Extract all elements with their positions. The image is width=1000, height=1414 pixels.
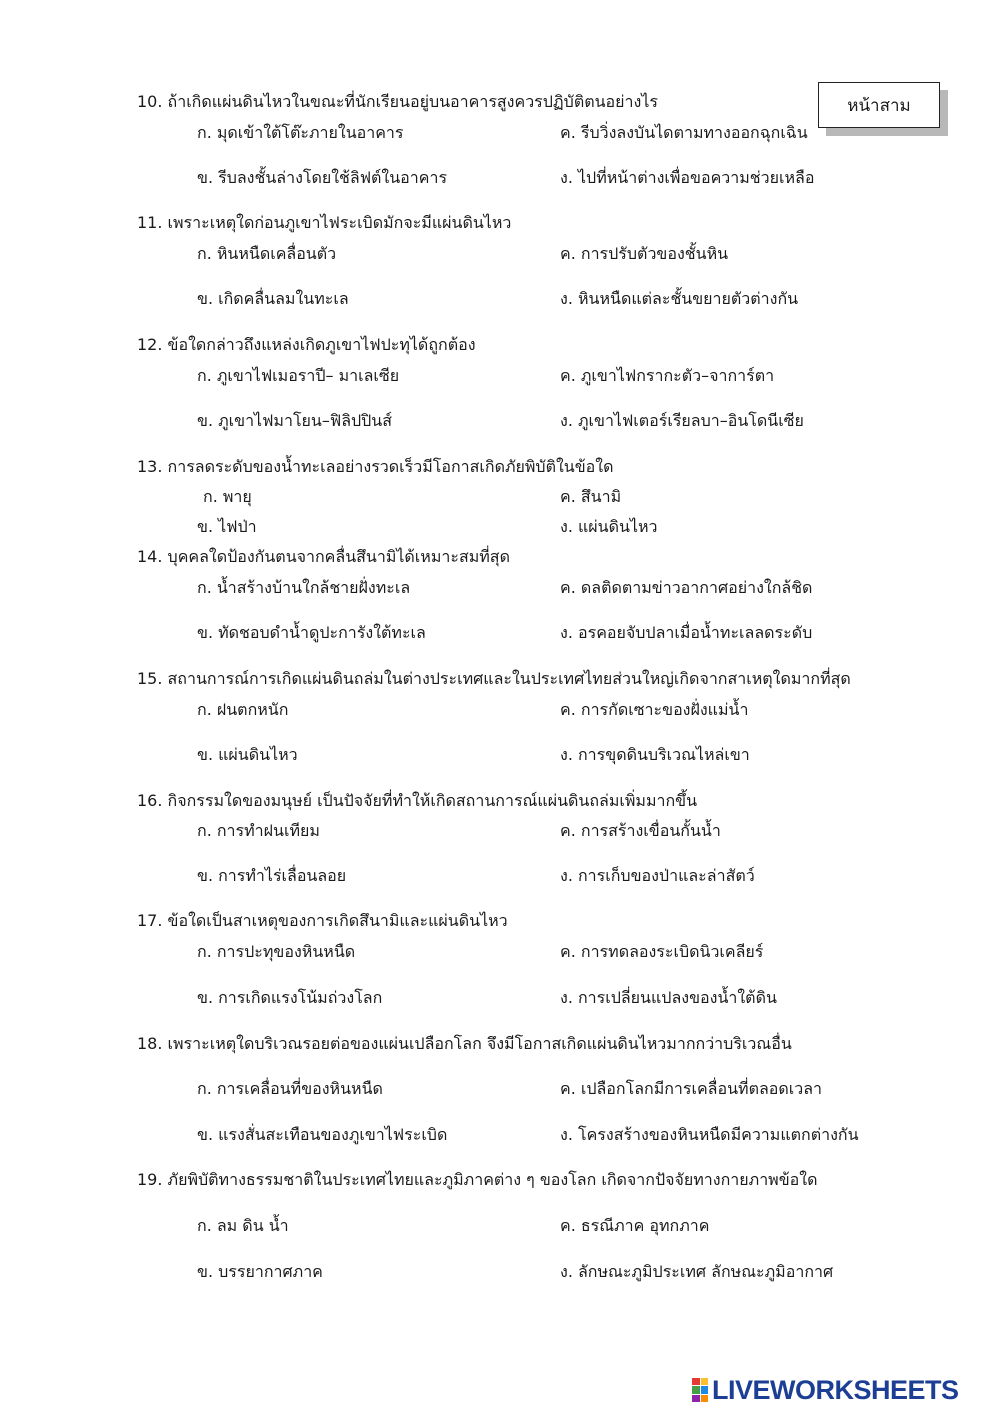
question-13-option-b[interactable]: ข. ไฟป่า bbox=[197, 517, 257, 536]
liveworksheets-logo-icon bbox=[692, 1378, 708, 1402]
question-19-title: 19. ภัยพิบัติทางธรรมชาติในประเทศไทยและภูมิภาคต่าง ๆ ของโลก เกิดจากปัจจัยทางกายภาพข้อใด bbox=[137, 1170, 818, 1189]
question-10-option-b[interactable]: ข. รีบลงชั้นล่างโดยใช้ลิฟต์ในอาคาร bbox=[197, 168, 448, 187]
question-11-option-c[interactable]: ค. การปรับตัวของชั้นหิน bbox=[560, 244, 729, 263]
question-18-option-a[interactable]: ก. การเคลื่อนที่ของหินหนืด bbox=[197, 1079, 383, 1098]
question-17-option-c[interactable]: ค. การทดลองระเบิดนิวเคลียร์ bbox=[560, 942, 764, 961]
question-18-option-b[interactable]: ข. แรงสั่นสะเทือนของภูเขาไฟระเบิด bbox=[197, 1125, 448, 1144]
question-15-option-b[interactable]: ข. แผ่นดินไหว bbox=[197, 745, 298, 764]
question-11-option-d[interactable]: ง. หินหนืดแต่ละชั้นขยายตัวต่างกัน bbox=[560, 289, 799, 308]
question-19-option-c[interactable]: ค. ธรณีภาค อุทกภาค bbox=[560, 1216, 710, 1235]
question-10-title: 10. ถ้าเกิดแผ่นดินไหวในขณะที่นักเรียนอยู่บนอาคารสูงควรปฏิบัติตนอย่างไร bbox=[137, 92, 658, 111]
question-11-option-a[interactable]: ก. หินหนืดเคลื่อนตัว bbox=[197, 244, 337, 263]
question-18-option-d[interactable]: ง. โครงสร้างของหินหนืดมีความแตกต่างกัน bbox=[560, 1125, 859, 1144]
question-19-option-b[interactable]: ข. บรรยากาศภาค bbox=[197, 1262, 323, 1281]
question-14-option-a[interactable]: ก. น้ำสร้างบ้านใกล้ชายฝั่งทะเล bbox=[197, 578, 411, 597]
question-12-option-a[interactable]: ก. ภูเขาไฟเมอราปี– มาเลเซีย bbox=[197, 366, 400, 385]
question-14-option-b[interactable]: ข. ทัดชอบดำน้ำดูปะการังใต้ทะเล bbox=[197, 623, 426, 642]
question-14-title: 14. บุคคลใดป้องกันตนจากคลื่นสึนามิได้เหมาะสมที่สุด bbox=[137, 547, 510, 566]
question-17-option-d[interactable]: ง. การเปลี่ยนแปลงของน้ำใต้ดิน bbox=[560, 988, 777, 1007]
question-18-title: 18. เพราะเหตุใดบริเวณรอยต่อของแผ่นเปลือกโลก จึงมีโอกาสเกิดแผ่นดินไหวมากกว่าบริเวณอื่น bbox=[137, 1034, 792, 1053]
question-13-option-c[interactable]: ค. สึนามิ bbox=[560, 487, 622, 506]
question-15-option-d[interactable]: ง. การขุดดินบริเวณไหล่เขา bbox=[560, 745, 750, 764]
question-12-option-b[interactable]: ข. ภูเขาไฟมาโยน–ฟิลิปปินส์ bbox=[197, 411, 393, 430]
question-10-option-a[interactable]: ก. มุดเข้าใต้โต๊ะภายในอาคาร bbox=[197, 123, 404, 142]
question-11-title: 11. เพราะเหตุใดก่อนภูเขาไฟระเบิดมักจะมีแผ่นดินไหว bbox=[137, 213, 512, 232]
question-19-option-a[interactable]: ก. ลม ดิน น้ำ bbox=[197, 1216, 289, 1235]
page-label: หน้าสาม bbox=[847, 95, 911, 116]
liveworksheets-logo-text: LIVEWORKSHEETS bbox=[712, 1374, 959, 1405]
question-16-option-c[interactable]: ค. การสร้างเขื่อนกั้นน้ำ bbox=[560, 821, 721, 840]
question-19-option-d[interactable]: ง. ลักษณะภูมิประเทศ ลักษณะภูมิอากาศ bbox=[560, 1262, 834, 1281]
question-14-option-c[interactable]: ค. ดลติดตามข่าวอากาศอย่างใกล้ชิด bbox=[560, 578, 813, 597]
question-16-option-d[interactable]: ง. การเก็บของป่าและล่าสัตว์ bbox=[560, 866, 755, 885]
question-15-option-c[interactable]: ค. การกัดเซาะของฝั่งแม่น้ำ bbox=[560, 700, 749, 719]
question-12-option-d[interactable]: ง. ภูเขาไฟเตอร์เรียลบา–อินโดนีเซีย bbox=[560, 411, 804, 430]
question-13-option-d[interactable]: ง. แผ่นดินไหว bbox=[560, 517, 658, 536]
question-13-title: 13. การลดระดับของน้ำทะเลอย่างรวดเร็วมีโอกาสเกิดภัยพิบัติในข้อใด bbox=[137, 457, 614, 476]
question-16-title: 16. กิจกรรมใดของมนุษย์ เป็นปัจจัยที่ทำให้เกิดสถานการณ์แผ่นดินถล่มเพิ่มมากขึ้น bbox=[137, 791, 698, 810]
question-17-option-b[interactable]: ข. การเกิดแรงโน้มถ่วงโลก bbox=[197, 988, 383, 1007]
question-15-title: 15. สถานการณ์การเกิดแผ่นดินถล่มในต่างประเทศและในประเทศไทยส่วนใหญ่เกิดจากสาเหตุใดมากที่สุด bbox=[137, 669, 851, 688]
page-label-box bbox=[818, 82, 940, 128]
question-10-option-d[interactable]: ง. ไปที่หน้าต่างเพื่อขอความช่วยเหลือ bbox=[560, 168, 815, 187]
question-13-option-a[interactable]: ก. พายุ bbox=[203, 487, 252, 506]
question-14-option-d[interactable]: ง. อรคอยจับปลาเมื่อน้ำทะเลลดระดับ bbox=[560, 623, 813, 642]
question-17-title: 17. ข้อใดเป็นสาเหตุของการเกิดสึนามิและแผ่นดินไหว bbox=[137, 911, 508, 930]
question-18-option-c[interactable]: ค. เปลือกโลกมีการเคลื่อนที่ตลอดเวลา bbox=[560, 1079, 823, 1098]
liveworksheets-logo[interactable] bbox=[692, 1376, 959, 1404]
question-16-option-a[interactable]: ก. การทำฝนเทียม bbox=[197, 821, 320, 840]
question-11-option-b[interactable]: ข. เกิดคลื่นลมในทะเล bbox=[197, 289, 349, 308]
question-12-title: 12. ข้อใดกล่าวถึงแหล่งเกิดภูเขาไฟปะทุได้ถูกต้อง bbox=[137, 335, 476, 354]
question-10-option-c[interactable]: ค. รีบวิ่งลงบันไดตามทางออกฉุกเฉิน bbox=[560, 123, 808, 142]
question-16-option-b[interactable]: ข. การทำไร่เลื่อนลอย bbox=[197, 866, 347, 885]
question-15-option-a[interactable]: ก. ฝนตกหนัก bbox=[197, 700, 289, 719]
question-12-option-c[interactable]: ค. ภูเขาไฟกรากะตัว–จาการ์ตา bbox=[560, 366, 775, 385]
question-17-option-a[interactable]: ก. การปะทุของหินหนืด bbox=[197, 942, 356, 961]
